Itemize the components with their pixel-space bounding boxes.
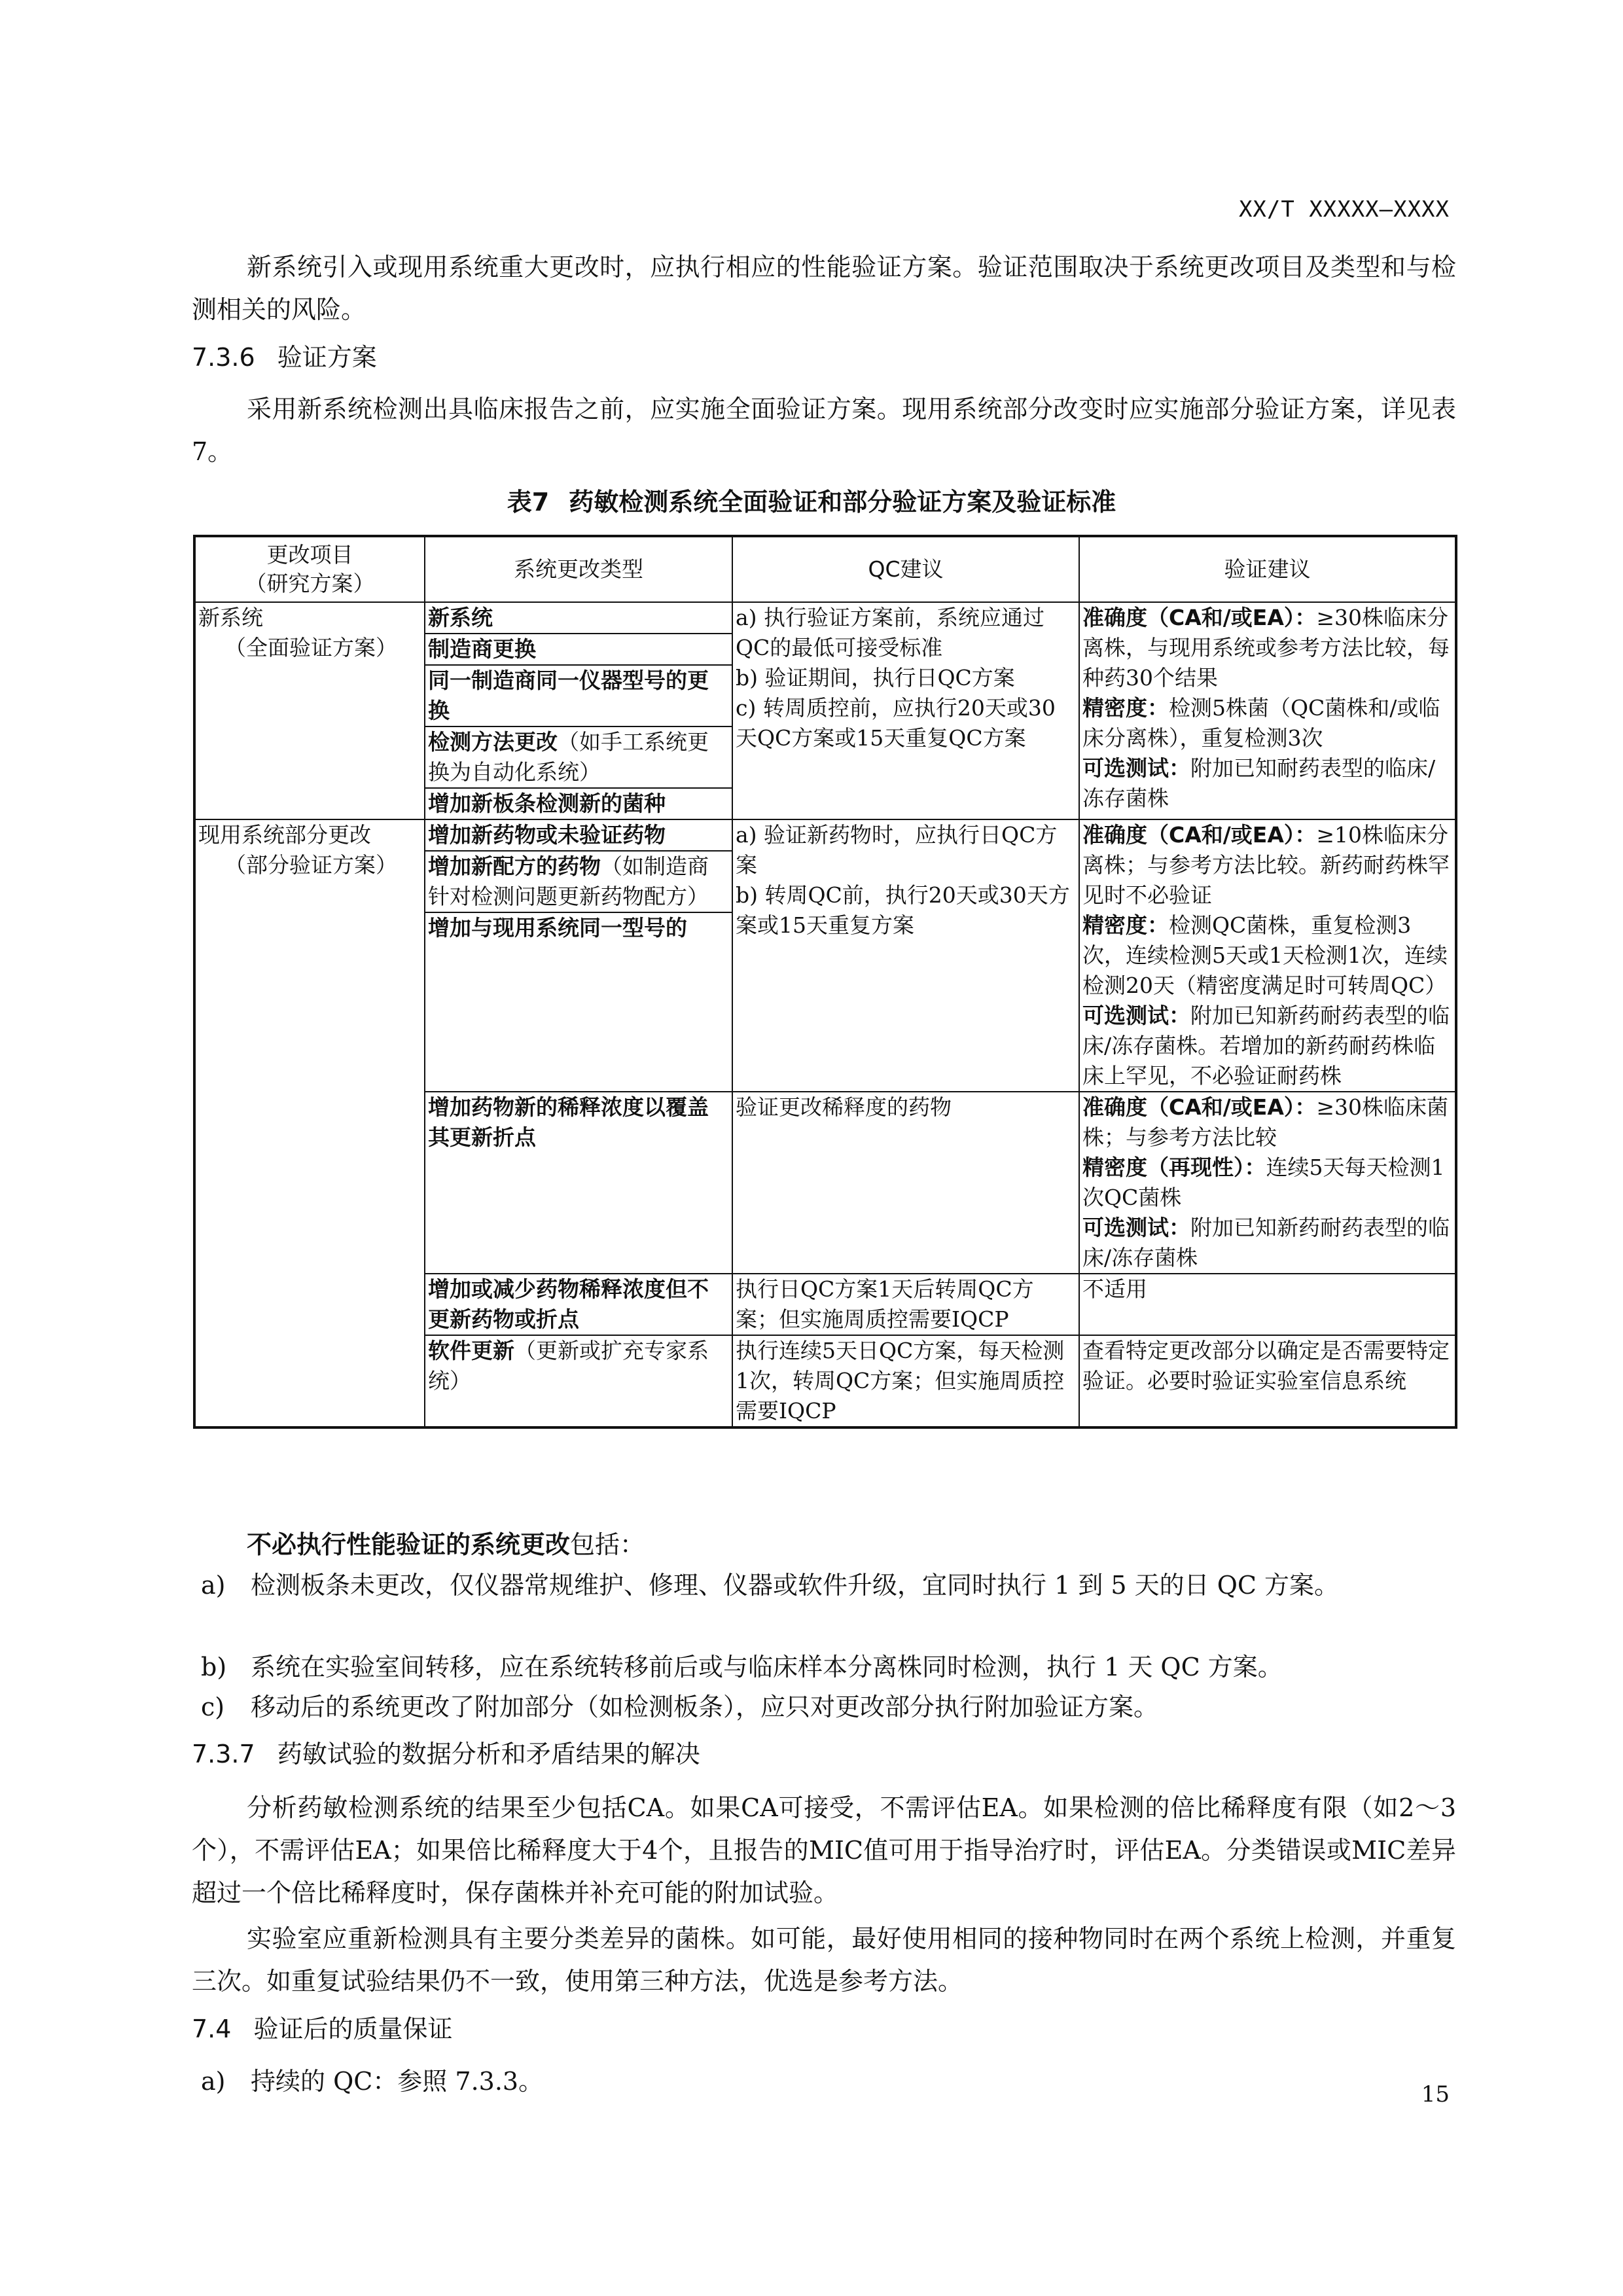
change-type-cell: 软件更新（更新或扩充专家系统） xyxy=(425,1335,732,1427)
project-cell: 新系统 （全面验证方案） xyxy=(194,602,425,819)
list-item: c) 移动后的系统更改了附加部分（如检测板条），应只对更改部分执行附加验证方案。 xyxy=(201,1693,1159,1721)
list-item: a) 持续的 QC：参照 7.3.3。 xyxy=(201,2067,544,2096)
verification-cell: 准确度（CA和/或EA）：≥30株临床分离株，与现用系统或参考方法比较，每种药30个结果 精密度：检测5株菌（QC菌株和/或临床分离株），重复检测3次 可选测试：附加已知耐药表型的临床/冻存菌株 xyxy=(1079,602,1456,819)
change-type-cell: 增加或减少药物稀释浓度但不更新药物或折点 xyxy=(425,1274,732,1335)
verification-cell: 不适用 xyxy=(1079,1274,1456,1335)
section-number: 7.4 xyxy=(192,2015,232,2043)
section-title: 药敏试验的数据分析和矛盾结果的解决 xyxy=(277,1740,700,1768)
header-verification: 验证建议 xyxy=(1079,536,1456,602)
intro-paragraph: 新系统引入或现用系统重大更改时，应执行相应的性能验证方案。验证范围取决于系统更改项目及类型和与检测相关的风险。 xyxy=(192,253,1456,324)
table-title: 药敏检测系统全面验证和部分验证方案及验证标准 xyxy=(569,488,1116,516)
section-number: 7.3.7 xyxy=(192,1740,255,1768)
change-type-cell: 增加药物新的稀释浓度以覆盖其更新折点 xyxy=(425,1092,732,1274)
section-heading-7-4 xyxy=(192,2009,452,2049)
paragraph-7-3-6: 采用新系统检测出具临床报告之前，应实施全面验证方案。现用系统部分改变时应实施部分验证方案，详见表7。 xyxy=(192,395,1456,466)
list-item: a) 检测板条未更改，仅仪器常规维护、修理、仪器或软件升级，宜同时执行 1 到 5 天的日 QC 方案。 xyxy=(201,1571,1340,1600)
section-title: 验证方案 xyxy=(277,343,377,372)
section-title: 验证后的质量保证 xyxy=(253,2015,453,2043)
section-number: 7.3.6 xyxy=(192,343,255,372)
table-number: 表7 xyxy=(507,488,550,516)
table-row xyxy=(194,819,1456,1092)
qc-cell: a) 验证新药物时，应执行日QC方案 b) 转周QC前，执行20天或30天方案或15天重复方案 xyxy=(732,819,1079,1092)
verification-table xyxy=(193,535,1457,1429)
no-verify-lead: 不必执行性能验证的系统更改包括： xyxy=(247,1530,645,1559)
qc-cell: 验证更改稀释度的药物 xyxy=(732,1092,1079,1274)
section-heading-7-3-7 xyxy=(192,1734,700,1774)
qc-cell: 执行连续5天日QC方案，每天检测1次，转周QC方案；但实施周质控需要IQCP xyxy=(732,1335,1079,1427)
standard-code: XX/T XXXXX—XXXX xyxy=(1238,196,1450,223)
table-header-row xyxy=(194,536,1456,602)
change-type-cell: 新系统 制造商更换 同一制造商同一仪器型号的更换 检测方法更改（如手工系统更换为自动化系统） 增加新板条检测新的菌种 xyxy=(425,602,732,819)
verification-cell: 准确度（CA和/或EA）：≥30株临床菌株；与参考方法比较 精密度（再现性）：连续5天每天检测1次QC菌株 可选测试：附加已知新药耐药表型的临床/冻存菌株 xyxy=(1079,1092,1456,1274)
table-caption xyxy=(0,482,1623,518)
header-change-type: 系统更改类型 xyxy=(425,536,732,602)
section-heading-7-3-6 xyxy=(192,338,377,377)
list-item: b) 系统在实验室间转移，应在系统转移前后或与临床样本分离株同时检测，执行 1 天 QC 方案。 xyxy=(201,1653,1283,1681)
paragraph-7-3-7b: 实验室应重新检测具有主要分类差异的菌株。如可能，最好使用相同的接种物同时在两个系统上检测，并重复三次。如重复试验结果仍不一致，使用第三种方法，优选是参考方法。 xyxy=(192,1924,1456,1996)
verification-cell: 查看特定更改部分以确定是否需要特定验证。必要时验证实验室信息系统 xyxy=(1079,1335,1456,1427)
page-number: 15 xyxy=(1421,2081,1450,2108)
table-row xyxy=(194,602,1456,819)
verification-cell: 准确度（CA和/或EA）：≥10株临床分离株；与参考方法比较。新药耐药株罕见时不必验证 精密度：检测QC菌株，重复检测3次，连续检测5天或1天检测1次，连续检测20天（精密度满足时可转周QC） 可选测试：附加已知新药耐药表型的临床/冻存菌株。若增加的新药耐药株临床上罕见，不必验证耐药株 xyxy=(1079,819,1456,1092)
header-project: 更改项目 （研究方案） xyxy=(194,536,425,602)
paragraph-7-3-7a: 分析药敏检测系统的结果至少包括CA。如果CA可接受，不需评估EA。如果检测的倍比稀释度有限（如2～3 个），不需评估EA；如果倍比稀释度大于4个，且报告的MIC值可用于指导治疗时，评估EA。分类错误或MIC差异超过一个倍比稀释度时，保存菌株并补充可能的附加试验。 xyxy=(192,1793,1456,1907)
qc-cell: a) 执行验证方案前，系统应通过QC的最低可接受标准 b) 验证期间，执行日QC方案 c) 转周质控前，应执行20天或30天QC方案或15天重复QC方案 xyxy=(732,602,1079,819)
header-qc: QC建议 xyxy=(732,536,1079,602)
project-cell: 现用系统部分更改 （部分验证方案） xyxy=(194,819,425,1427)
qc-cell: 执行日QC方案1天后转周QC方案；但实施周质控需要IQCP xyxy=(732,1274,1079,1335)
change-type-cell: 增加新药物或未验证药物 增加新配方的药物（如制造商针对检测问题更新药物配方） 增加与现用系统同一型号的 xyxy=(425,819,732,1092)
